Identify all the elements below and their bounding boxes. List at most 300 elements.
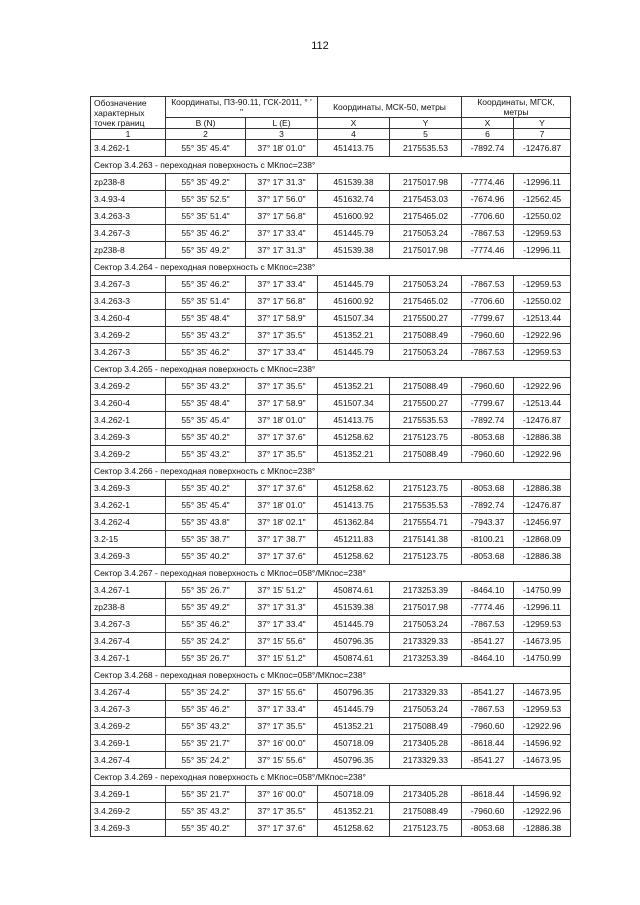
latitude-cell: 55° 35' 49.2" [166, 174, 246, 191]
mgsk-x-cell: -7943.37 [462, 514, 514, 531]
longitude-cell: 37° 17' 35.5" [246, 446, 318, 463]
table-row [91, 174, 571, 191]
msk-x-cell: 451445.79 [318, 276, 390, 293]
longitude-cell: 37° 16' 00.0" [246, 786, 318, 803]
msk-x-cell: 451507.34 [318, 310, 390, 327]
table-row [91, 480, 571, 497]
longitude-cell: 37° 17' 35.5" [246, 378, 318, 395]
msk-y-cell: 2175453.03 [390, 191, 462, 208]
point-id-cell: 3.4.263-3 [91, 208, 166, 225]
point-id-cell: 3.4.267-3 [91, 616, 166, 633]
mgsk-x-cell: -7960.60 [462, 378, 514, 395]
point-id-cell: 3.4.262-1 [91, 412, 166, 429]
mgsk-y-cell: -14750.99 [514, 650, 571, 667]
msk-x-cell: 451413.75 [318, 412, 390, 429]
msk-y-cell: 2173329.33 [390, 752, 462, 769]
sector-header-row [91, 565, 571, 582]
mgsk-y-cell: -14673.95 [514, 752, 571, 769]
latitude-cell: 55° 35' 48.4" [166, 395, 246, 412]
msk-x-cell: 451211.83 [318, 531, 390, 548]
msk-x-cell: 451352.21 [318, 803, 390, 820]
msk-x-cell: 450796.35 [318, 684, 390, 701]
longitude-cell: 37° 17' 33.4" [246, 344, 318, 361]
point-id-cell: 3.4.93-4 [91, 191, 166, 208]
latitude-cell: 55° 35' 49.2" [166, 242, 246, 259]
mgsk-y-cell: -12562.45 [514, 191, 571, 208]
table-row [91, 531, 571, 548]
mgsk-x-cell: -7960.60 [462, 718, 514, 735]
point-id-cell: 3.4.269-3 [91, 548, 166, 565]
longitude-cell: 37° 17' 56.8" [246, 208, 318, 225]
mgsk-x-cell: -7892.74 [462, 140, 514, 157]
mgsk-y-cell: -14673.95 [514, 633, 571, 650]
msk-y-cell: 2173253.39 [390, 650, 462, 667]
msk-x-cell: 450796.35 [318, 633, 390, 650]
longitude-cell: 37° 17' 35.5" [246, 803, 318, 820]
point-id-cell: 3.4.267-4 [91, 684, 166, 701]
mgsk-y-cell: -12922.96 [514, 327, 571, 344]
longitude-cell: 37° 15' 55.6" [246, 752, 318, 769]
longitude-cell: 37° 17' 31.3" [246, 242, 318, 259]
point-id-cell: 3.4.260-4 [91, 310, 166, 327]
msk-x-cell: 450796.35 [318, 752, 390, 769]
longitude-cell: 37° 17' 37.6" [246, 548, 318, 565]
msk-y-cell: 2175088.49 [390, 803, 462, 820]
page-number: 112 [311, 40, 329, 52]
mgsk-x-cell: -8618.44 [462, 735, 514, 752]
header-b: B (N) [166, 118, 246, 129]
mgsk-y-cell: -12996.11 [514, 174, 571, 191]
latitude-cell: 55° 35' 46.2" [166, 701, 246, 718]
point-id-cell: 3.4.262-1 [91, 497, 166, 514]
mgsk-y-cell: -14596.92 [514, 786, 571, 803]
sector-header-row [91, 361, 571, 378]
latitude-cell: 55° 35' 51.4" [166, 208, 246, 225]
table-row [91, 684, 571, 701]
msk-y-cell: 2175017.98 [390, 174, 462, 191]
latitude-cell: 55° 35' 40.2" [166, 820, 246, 837]
mgsk-x-cell: -7960.60 [462, 803, 514, 820]
mgsk-x-cell: -7674.96 [462, 191, 514, 208]
msk-y-cell: 2175141.38 [390, 531, 462, 548]
longitude-cell: 37° 17' 37.6" [246, 480, 318, 497]
header-row-main [91, 97, 571, 118]
point-id-cell: 3.4.269-2 [91, 327, 166, 344]
mgsk-x-cell: -7799.67 [462, 310, 514, 327]
mgsk-y-cell: -12959.53 [514, 344, 571, 361]
msk-y-cell: 2175123.75 [390, 429, 462, 446]
mgsk-y-cell: -14750.99 [514, 582, 571, 599]
sector-header-row [91, 769, 571, 786]
mgsk-y-cell: -12886.38 [514, 820, 571, 837]
table-row [91, 633, 571, 650]
msk-y-cell: 2175053.24 [390, 276, 462, 293]
msk-x-cell: 451352.21 [318, 378, 390, 395]
table-row [91, 191, 571, 208]
msk-x-cell: 451632.74 [318, 191, 390, 208]
header-y-mgsk: Y [514, 118, 571, 129]
msk-x-cell: 451258.62 [318, 548, 390, 565]
longitude-cell: 37° 17' 33.4" [246, 701, 318, 718]
latitude-cell: 55° 35' 51.4" [166, 293, 246, 310]
point-id-cell: 3.4.269-1 [91, 735, 166, 752]
column-number: 5 [390, 129, 462, 140]
mgsk-y-cell: -12959.53 [514, 225, 571, 242]
mgsk-x-cell: -7706.60 [462, 208, 514, 225]
column-number: 7 [514, 129, 571, 140]
table-row [91, 820, 571, 837]
table-row [91, 276, 571, 293]
mgsk-y-cell: -12513.44 [514, 310, 571, 327]
latitude-cell: 55° 35' 43.2" [166, 803, 246, 820]
column-number: 3 [246, 129, 318, 140]
msk-x-cell: 451600.92 [318, 293, 390, 310]
latitude-cell: 55° 35' 43.2" [166, 718, 246, 735]
sector-title: Сектор 3.4.266 - переходная поверхность с МКпос=238° [91, 463, 571, 480]
longitude-cell: 37° 17' 33.4" [246, 225, 318, 242]
point-id-cell: zp238-8 [91, 242, 166, 259]
mgsk-x-cell: -7867.53 [462, 344, 514, 361]
latitude-cell: 55° 35' 46.2" [166, 344, 246, 361]
mgsk-y-cell: -14673.95 [514, 684, 571, 701]
longitude-cell: 37° 17' 37.6" [246, 820, 318, 837]
msk-x-cell: 451507.34 [318, 395, 390, 412]
mgsk-y-cell: -12550.02 [514, 208, 571, 225]
latitude-cell: 55° 35' 43.2" [166, 446, 246, 463]
mgsk-x-cell: -8618.44 [462, 786, 514, 803]
point-id-cell: 3.4.269-3 [91, 820, 166, 837]
table-row [91, 616, 571, 633]
header-x-msk: X [318, 118, 390, 129]
sector-header-row [91, 259, 571, 276]
table-row [91, 803, 571, 820]
point-id-cell: 3.4.267-1 [91, 582, 166, 599]
column-number: 4 [318, 129, 390, 140]
table-row [91, 548, 571, 565]
msk-y-cell: 2173405.28 [390, 735, 462, 752]
longitude-cell: 37° 15' 55.6" [246, 633, 318, 650]
mgsk-y-cell: -12922.96 [514, 446, 571, 463]
header-mgsk-coords: Координаты, МГСК, метры [462, 97, 571, 118]
latitude-cell: 55° 35' 48.4" [166, 310, 246, 327]
mgsk-x-cell: -7867.53 [462, 701, 514, 718]
header-y-msk: Y [390, 118, 462, 129]
table-row [91, 208, 571, 225]
msk-y-cell: 2175053.24 [390, 701, 462, 718]
mgsk-x-cell: -7960.60 [462, 327, 514, 344]
mgsk-y-cell: -12959.53 [514, 276, 571, 293]
header-point-designation: Обозначение характерных точек границ [91, 97, 166, 129]
mgsk-y-cell: -12922.96 [514, 803, 571, 820]
point-id-cell: 3.4.267-4 [91, 752, 166, 769]
header-l: L (E) [246, 118, 318, 129]
msk-x-cell: 451258.62 [318, 429, 390, 446]
point-id-cell: 3.4.269-3 [91, 429, 166, 446]
latitude-cell: 55° 35' 43.2" [166, 327, 246, 344]
point-id-cell: zp238-8 [91, 174, 166, 191]
mgsk-y-cell: -12959.53 [514, 701, 571, 718]
msk-y-cell: 2175535.53 [390, 140, 462, 157]
mgsk-x-cell: -8053.68 [462, 548, 514, 565]
mgsk-x-cell: -8053.68 [462, 480, 514, 497]
point-id-cell: 3.4.260-4 [91, 395, 166, 412]
point-id-cell: 3.4.262-1 [91, 140, 166, 157]
msk-y-cell: 2175465.02 [390, 208, 462, 225]
mgsk-y-cell: -12996.11 [514, 599, 571, 616]
mgsk-y-cell: -12959.53 [514, 616, 571, 633]
msk-y-cell: 2175123.75 [390, 480, 462, 497]
longitude-cell: 37° 15' 55.6" [246, 684, 318, 701]
msk-y-cell: 2175535.53 [390, 412, 462, 429]
mgsk-x-cell: -8464.10 [462, 582, 514, 599]
msk-y-cell: 2175053.24 [390, 616, 462, 633]
latitude-cell: 55° 35' 24.2" [166, 633, 246, 650]
msk-x-cell: 450874.61 [318, 582, 390, 599]
sector-title: Сектор 3.4.263 - переходная поверхность с МКпос=238° [91, 157, 571, 174]
table-row [91, 497, 571, 514]
mgsk-x-cell: -8053.68 [462, 429, 514, 446]
longitude-cell: 37° 17' 37.6" [246, 429, 318, 446]
msk-y-cell: 2173253.39 [390, 582, 462, 599]
mgsk-x-cell: -7774.46 [462, 242, 514, 259]
sector-title: Сектор 3.4.265 - переходная поверхность с МКпос=238° [91, 361, 571, 378]
point-id-cell: 3.4.269-1 [91, 786, 166, 803]
mgsk-y-cell: -12886.38 [514, 480, 571, 497]
mgsk-y-cell: -12886.38 [514, 548, 571, 565]
longitude-cell: 37° 18' 01.0" [246, 497, 318, 514]
msk-y-cell: 2175500.27 [390, 395, 462, 412]
longitude-cell: 37° 17' 56.8" [246, 293, 318, 310]
header-row-numbers [91, 129, 571, 140]
latitude-cell: 55° 35' 45.4" [166, 412, 246, 429]
table-row [91, 140, 571, 157]
mgsk-y-cell: -12476.87 [514, 140, 571, 157]
table-row [91, 225, 571, 242]
mgsk-y-cell: -12922.96 [514, 718, 571, 735]
mgsk-x-cell: -7774.46 [462, 599, 514, 616]
latitude-cell: 55° 35' 40.2" [166, 480, 246, 497]
table-body [91, 140, 571, 837]
sector-header-row [91, 667, 571, 684]
point-id-cell: 3.4.267-1 [91, 650, 166, 667]
msk-x-cell: 450718.09 [318, 786, 390, 803]
msk-x-cell: 451539.38 [318, 242, 390, 259]
table-row [91, 786, 571, 803]
table-row [91, 395, 571, 412]
point-id-cell: 3.4.263-3 [91, 293, 166, 310]
latitude-cell: 55° 35' 26.7" [166, 650, 246, 667]
table-row [91, 446, 571, 463]
msk-x-cell: 451362.84 [318, 514, 390, 531]
msk-y-cell: 2175053.24 [390, 225, 462, 242]
msk-y-cell: 2175088.49 [390, 446, 462, 463]
table-row [91, 735, 571, 752]
latitude-cell: 55° 35' 46.2" [166, 616, 246, 633]
latitude-cell: 55° 35' 40.2" [166, 429, 246, 446]
table-row [91, 429, 571, 446]
mgsk-y-cell: -14596.92 [514, 735, 571, 752]
point-id-cell: 3.4.267-3 [91, 701, 166, 718]
mgsk-x-cell: -8464.10 [462, 650, 514, 667]
mgsk-y-cell: -12886.38 [514, 429, 571, 446]
msk-x-cell: 451352.21 [318, 718, 390, 735]
latitude-cell: 55° 35' 26.7" [166, 582, 246, 599]
point-id-cell: 3.4.267-4 [91, 633, 166, 650]
mgsk-x-cell: -8541.27 [462, 752, 514, 769]
sector-header-row [91, 463, 571, 480]
header-pz90-coords: Координаты, ПЗ-90.11, ГСК-2011, ° ' " [166, 97, 318, 118]
latitude-cell: 55° 35' 46.2" [166, 276, 246, 293]
msk-x-cell: 451539.38 [318, 174, 390, 191]
msk-y-cell: 2173329.33 [390, 633, 462, 650]
msk-y-cell: 2175123.75 [390, 548, 462, 565]
coordinates-table [90, 96, 571, 837]
msk-y-cell: 2175088.49 [390, 378, 462, 395]
latitude-cell: 55° 35' 52.5" [166, 191, 246, 208]
msk-x-cell: 450718.09 [318, 735, 390, 752]
msk-y-cell: 2173329.33 [390, 684, 462, 701]
latitude-cell: 55° 35' 49.2" [166, 599, 246, 616]
latitude-cell: 55° 35' 21.7" [166, 786, 246, 803]
table-row [91, 701, 571, 718]
msk-x-cell: 451352.21 [318, 327, 390, 344]
longitude-cell: 37° 16' 00.0" [246, 735, 318, 752]
point-id-cell: 3.4.269-2 [91, 803, 166, 820]
mgsk-y-cell: -12996.11 [514, 242, 571, 259]
msk-x-cell: 451413.75 [318, 140, 390, 157]
msk-y-cell: 2175554.71 [390, 514, 462, 531]
latitude-cell: 55° 35' 43.2" [166, 378, 246, 395]
table-row [91, 242, 571, 259]
sector-title: Сектор 3.4.267 - переходная поверхность с МКпос=058°/МКпос=238° [91, 565, 571, 582]
msk-x-cell: 451445.79 [318, 701, 390, 718]
point-id-cell: 3.4.267-3 [91, 276, 166, 293]
point-id-cell: 3.2-15 [91, 531, 166, 548]
mgsk-y-cell: -12476.87 [514, 497, 571, 514]
latitude-cell: 55° 35' 38.7" [166, 531, 246, 548]
msk-x-cell: 451539.38 [318, 599, 390, 616]
sector-header-row [91, 157, 571, 174]
mgsk-x-cell: -7892.74 [462, 497, 514, 514]
longitude-cell: 37° 17' 58.9" [246, 310, 318, 327]
latitude-cell: 55° 35' 45.4" [166, 497, 246, 514]
sector-title: Сектор 3.4.268 - переходная поверхность с МКпос=058°/МКпос=238° [91, 667, 571, 684]
sector-title: Сектор 3.4.269 - переходная поверхность с МКпос=058°/МКпос=238° [91, 769, 571, 786]
mgsk-x-cell: -7960.60 [462, 446, 514, 463]
table-row [91, 650, 571, 667]
latitude-cell: 55° 35' 24.2" [166, 752, 246, 769]
longitude-cell: 37° 18' 02.1" [246, 514, 318, 531]
longitude-cell: 37° 17' 58.9" [246, 395, 318, 412]
mgsk-x-cell: -7706.60 [462, 293, 514, 310]
header-x-mgsk: X [462, 118, 514, 129]
msk-y-cell: 2173405.28 [390, 786, 462, 803]
mgsk-x-cell: -7892.74 [462, 412, 514, 429]
msk-y-cell: 2175123.75 [390, 820, 462, 837]
point-id-cell: 3.4.269-2 [91, 718, 166, 735]
latitude-cell: 55° 35' 43.8" [166, 514, 246, 531]
sector-title: Сектор 3.4.264 - переходная поверхность с МКпос=238° [91, 259, 571, 276]
table-row [91, 599, 571, 616]
msk-y-cell: 2175017.98 [390, 599, 462, 616]
table-row [91, 582, 571, 599]
msk-x-cell: 451600.92 [318, 208, 390, 225]
point-id-cell: 3.4.262-4 [91, 514, 166, 531]
msk-x-cell: 451413.75 [318, 497, 390, 514]
column-number: 6 [462, 129, 514, 140]
longitude-cell: 37° 17' 56.0" [246, 191, 318, 208]
table-row [91, 412, 571, 429]
msk-x-cell: 451445.79 [318, 225, 390, 242]
latitude-cell: 55° 35' 46.2" [166, 225, 246, 242]
mgsk-y-cell: -12550.02 [514, 293, 571, 310]
msk-x-cell: 451258.62 [318, 480, 390, 497]
table-row [91, 327, 571, 344]
point-id-cell: 3.4.269-2 [91, 378, 166, 395]
table-row [91, 514, 571, 531]
longitude-cell: 37° 17' 35.5" [246, 718, 318, 735]
msk-x-cell: 451445.79 [318, 344, 390, 361]
mgsk-y-cell: -12868.09 [514, 531, 571, 548]
msk-y-cell: 2175500.27 [390, 310, 462, 327]
point-id-cell: zp238-8 [91, 599, 166, 616]
table-row [91, 293, 571, 310]
header-msk50-coords: Координаты, МСК-50, метры [318, 97, 462, 118]
point-id-cell: 3.4.269-2 [91, 446, 166, 463]
mgsk-x-cell: -7799.67 [462, 395, 514, 412]
mgsk-y-cell: -12476.87 [514, 412, 571, 429]
table-row [91, 378, 571, 395]
mgsk-x-cell: -7774.46 [462, 174, 514, 191]
msk-y-cell: 2175017.98 [390, 242, 462, 259]
mgsk-x-cell: -8100.21 [462, 531, 514, 548]
column-number: 2 [166, 129, 246, 140]
table-row [91, 718, 571, 735]
point-id-cell: 3.4.269-3 [91, 480, 166, 497]
mgsk-y-cell: -12513.44 [514, 395, 571, 412]
longitude-cell: 37° 17' 33.4" [246, 616, 318, 633]
mgsk-x-cell: -8541.27 [462, 633, 514, 650]
longitude-cell: 37° 18' 01.0" [246, 140, 318, 157]
longitude-cell: 37° 18' 01.0" [246, 412, 318, 429]
table-row [91, 752, 571, 769]
latitude-cell: 55° 35' 45.4" [166, 140, 246, 157]
longitude-cell: 37° 17' 31.3" [246, 599, 318, 616]
msk-y-cell: 2175535.53 [390, 497, 462, 514]
longitude-cell: 37° 15' 51.2" [246, 582, 318, 599]
mgsk-x-cell: -7867.53 [462, 225, 514, 242]
msk-y-cell: 2175465.02 [390, 293, 462, 310]
longitude-cell: 37° 17' 35.5" [246, 327, 318, 344]
latitude-cell: 55° 35' 24.2" [166, 684, 246, 701]
msk-y-cell: 2175053.24 [390, 344, 462, 361]
mgsk-x-cell: -7867.53 [462, 616, 514, 633]
longitude-cell: 37° 17' 38.7" [246, 531, 318, 548]
point-id-cell: 3.4.267-3 [91, 344, 166, 361]
msk-y-cell: 2175088.49 [390, 327, 462, 344]
column-number: 1 [91, 129, 166, 140]
table-row [91, 310, 571, 327]
msk-x-cell: 451258.62 [318, 820, 390, 837]
longitude-cell: 37° 15' 51.2" [246, 650, 318, 667]
msk-x-cell: 451352.21 [318, 446, 390, 463]
msk-y-cell: 2175088.49 [390, 718, 462, 735]
mgsk-x-cell: -8541.27 [462, 684, 514, 701]
mgsk-x-cell: -7867.53 [462, 276, 514, 293]
mgsk-y-cell: -12456.97 [514, 514, 571, 531]
longitude-cell: 37° 17' 33.4" [246, 276, 318, 293]
latitude-cell: 55° 35' 21.7" [166, 735, 246, 752]
